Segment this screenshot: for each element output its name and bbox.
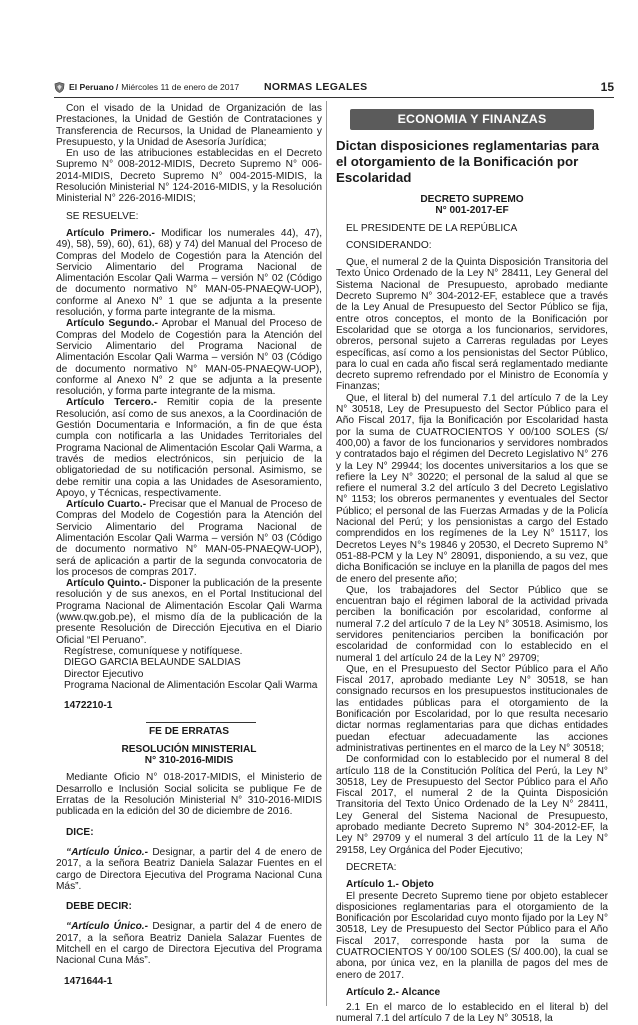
newspaper-name: El Peruano (69, 82, 114, 92)
section-title: NORMAS LEGALES (264, 81, 368, 93)
paragraph: Que, el literal b) del numeral 7.1 del artículo 7 de la Ley N° 30518, Ley de Presupuesto del Sector Público para el Año Fiscal 2017, fija la Bonificación por Escolaridad hasta por la suma de CUATROCIENTOS Y 00/100 SOLES (S/ 400,00) a favor de los funcionarios y servidores nombrados y contratados bajo el régimen del Decreto Legislativo N° 276 y la Ley N° 29944; los docentes universitarios a los que se refiere la Ley N° 30220; el personal de la salud al que se refiere el numeral 3.2 del artículo 3 del Decreto Legislativo N° 1153; los obreros permanentes y eventuales del Sector Público; el personal de las Fuerzas Armadas y de la Policía Nacional del Perú; y los pensionistas a cargo del Estado comprendidos en los regímenes de la Ley N° 15117, los Decretos Leyes N°s 19846 y 20530, el Decreto Supremo N° 051-88-PCM y la Ley N° 28091, disponiendo, a su vez, que dicha Bonificación se incluye en la planilla de pagos del mes de enero del presente año; (336, 392, 608, 585)
article-2 (56, 318, 322, 397)
paragraph: Que, los trabajadores del Sector Público que se encuentran bajo el régimen laboral de la actividad privada perciben la bonificación por escolaridad, conforme al numeral 7.2 del artículo 7 de la Ley N° 30518. Asimismo, los servidores penitenciarios perciben la bonificación por escolaridad de conformidad con lo establecido en el numeral 1 del artículo 24 de la Ley N° 29709; (336, 584, 608, 664)
article-1-heading: Artículo 1.- Objeto (346, 879, 434, 891)
article-5 (56, 578, 322, 646)
article-text: Designar, a partir del 4 de enero de 2017, a la señora Beatriz Daniela Salazar Fuentes de Mitchell en el cargo de Directora Ejecutiva del Programa Nacional Cuna Más”. (56, 921, 322, 967)
fe-erratas-title: FE DE ERRATAS (148, 725, 230, 737)
paragraph: Que, el numeral 2 de la Quinta Disposición Transitoria del Texto Único Ordenado de la Ley N° 28411, Ley General del Sistema Nacional de Presupuesto, aprobado mediante Decreto Supremo N° 304-2012-EF, establece que a través de la Ley Anual de Presupuesto del Sector Público se fija, entre otros conceptos, el monto de la Bonificación por Escolaridad que se otorga a los funcionarios, servidores, obreros, personal sujeto a Carreras reguladas por Leyes específicas, así como a los pensionistas del Sector Público, para lo cual en cada año fiscal será reglamentado mediante decreto supremo refrendado por el Ministro de Economía y Finanzas; (336, 257, 608, 393)
article-label: “Artículo Único.- (66, 846, 148, 858)
signatory-name: DIEGO GARCIA BELAUNDE SALDIAS (64, 657, 241, 669)
signatory-org: Programa Nacional de Alimentación Escolar Qali Warma (64, 679, 318, 691)
article-text: Disponer la publicación de la presente resolución y de sus anexos, en el Portal Institucional del Programa Nacional de Alimentación Escolar Qali Warma (www.qw.gob.pe), el mismo día de la publicación de la presente Resolución de Dirección Ejecutiva en el Diario Oficial “El Peruano”. (56, 578, 322, 646)
decreto-title-line1: DECRETO SUPREMO (420, 194, 524, 205)
article-label: Artículo Segundo.- (66, 318, 158, 330)
document-code: 1472210-1 (64, 700, 113, 712)
article-text: Designar, a partir del 4 de enero de 2017, a la señora Beatriz Daniela Salazar Fuentes en el cargo de Directora Ejecutiva del Programa Nacional Cuna Más”. (56, 846, 322, 892)
article-label: Artículo Quinto.- (66, 578, 147, 590)
debe-decir-text (56, 921, 322, 966)
article-2-text: 2.1 En el marco de lo establecido en el literal b) del numeral 7.1 del artículo 7 de la Ley N° 30518, la (336, 1002, 608, 1025)
debe-decir-label: DEBE DECIR: (66, 901, 132, 913)
shield-logo-icon (54, 82, 65, 93)
paragraph: En uso de las atribuciones establecidas en el Decreto Supremo N° 008-2012-MIDIS, Decreto Supremo N° 006-2014-MIDIS, Decreto Supremo N° 004-2015-MIDIS, la Resolución Ministerial N° 124-2016-MIDIS, y la Resolución Ministerial N° 226-2016-MIDIS; (56, 148, 322, 205)
section-banner: ECONOMIA Y FINANZAS (350, 109, 594, 130)
issue-date: Miércoles 11 de enero de 2017 (121, 82, 240, 92)
article-1 (56, 228, 322, 318)
dice-text (56, 847, 322, 892)
article-1-text: El presente Decreto Supremo tiene por objeto establecer disposiciones reglamentarias para el otorgamiento de la Bonificación por Escolaridad cuyo monto fijado por la Ley N° 30518, Ley de Presupuesto del Sector Público para el Año Fiscal 2017, corresponde hasta por la suma de CUATROCIENTOS Y 00/100 SOLES (S/ 400.00), la cual se abona, por única vez, en la planilla de pagos del mes de enero de 2017. (336, 890, 608, 981)
se-resuelve: SE RESUELVE: (66, 210, 139, 222)
column-divider (326, 101, 327, 1006)
decreto-title-line2: N° 001-2017-EF (435, 205, 509, 217)
article-label: Artículo Primero.- (66, 227, 155, 239)
res-title-line1: RESOLUCIÓN MINISTERIAL (121, 743, 257, 755)
paragraph: Con el visado de la Unidad de Organización de las Prestaciones, la Unidad de Gestión de Contrataciones y Transferencia de Recursos, la Unidad de Planeamiento y Presupuesto, y la Unidad de Asesoría Jurídica; (56, 103, 322, 148)
article-text: Remitir copia de la presente Resolución, así como de sus anexos, a la Coordinación de Gestión Documentaria e Información, a fin de que ésta cumpla con notificarla a las Unidades Territoriales del Programa Nacional de Alimentación Escolar Qali Warma, a través de medios electrónicos, sin perjuicio de la obligatoriedad de su notificación personal. Asimismo, se debe remitir una copia a las Unidades de Asesoramiento, Apoyo, y Técnicas, respectivamente. (56, 397, 322, 499)
left-column (56, 103, 322, 997)
article-label: Artículo Cuarto.- (66, 499, 147, 511)
page-number: 15 (600, 80, 614, 94)
article-4 (56, 499, 322, 578)
header-rule (54, 97, 614, 98)
separator-rule (146, 722, 256, 723)
header-separator: / (115, 82, 119, 92)
document-title: Dictan disposiciones reglamentarias para el otorgamiento de la Bonificación por Escolaridad (336, 138, 600, 185)
right-column (336, 103, 608, 1025)
considerando: CONSIDERANDO: (346, 239, 432, 251)
signatory-role: Director Ejecutivo (64, 668, 144, 680)
decreta: DECRETA: (346, 861, 397, 873)
article-text: Precisar que el Manual de Proceso de Compras del Modelo de Cogestión para la Atención del Servicio Alimentario del Programa Nacional de Alimentación Escolar Qali Warma – versión N° 03 (Código de documento normativo N° MAN-05-PNAEQW-UOP), será de aplicación a partir de la segunda convocatoria de los procesos de compras 2017. (56, 499, 322, 578)
paragraph: Que, en el Presupuesto del Sector Público para el Año Fiscal 2017, aprobado mediante Ley N° 30518, se han consignado recursos en los presupuestos institucionales de las entidades públicas para el otorgamiento de la Bonificación por Escolaridad, por lo que resulta necesario dictar normas reglamentarias para que dichas entidades puedan efectuar adecuadamente las acciones administrativas pertinentes en el marco de la Ley N° 30518; (336, 663, 608, 754)
page-header (54, 78, 614, 96)
article-text: Modificar los numerales 44), 47), 49), 58), 59), 60), 61), 68) y 74) del Manual del Proceso de Compras del Modelo de Cogestión para la Atención del Servicio Alimentario del Programa Nacional de Alimentación Escolar Qali Warma – versión N° 02 (Código de documento normativo N° MAN-05-PNAEQW-UOP), conforme al Anexo N° 1 que se adjunta a la presente resolución, y forma parte integrante de la misma. (56, 227, 323, 319)
article-label: Artículo Tercero.- (66, 397, 157, 409)
fe-erratas-text: Mediante Oficio N° 018-2017-MIDIS, el Ministerio de Desarrollo e Inclusión Social solicita se publique Fe de Erratas de la Resolución Ministerial N° 310-2016-MIDIS publicada en la edición del 30 de diciembre de 2016. (56, 772, 322, 818)
article-3 (56, 397, 322, 499)
presidente: EL PRESIDENTE DE LA REPÚBLICA (346, 222, 518, 234)
article-2-heading: Artículo 2.- Alcance (346, 986, 441, 998)
document-code: 1471644-1 (64, 975, 113, 987)
res-title-line2: N° 310-2016-MIDIS (144, 755, 234, 767)
paragraph: De conformidad con lo establecido por el numeral 8 del artículo 118 de la Constitución Política del Perú, la Ley N° 30518, Ley de Presupuesto del Sector Público para el Año Fiscal 2017, el numeral 2 de la Quinta Disposición Transitoria del Texto Único Ordenado de la Ley N° 28411, Ley General del Sistema Nacional de Presupuesto, aprobado mediante Decreto Supremo N° 304-2012-EF, la Ley N° 29709 y el numeral 3 del artículo 11 de la Ley N° 29158, Ley Orgánica del Poder Ejecutivo; (336, 754, 608, 856)
article-label: “Artículo Único.- (66, 921, 148, 933)
dice-label: DICE: (66, 826, 94, 838)
article-text: Aprobar el Manual del Proceso de Compras del Modelo de Cogestión para la Atención del Servicio Alimentario del Programa Nacional de Alimentación Escolar Qali Warma – versión N° 03 (Código de documento normativo N° MAN-05-PNAEQW-UOP), conforme al Anexo N° 2 que se adjunta a la presente resolución, y forma parte integrante de la misma. (56, 318, 322, 398)
registrese: Regístrese, comuníquese y notifíquese. (64, 645, 243, 657)
